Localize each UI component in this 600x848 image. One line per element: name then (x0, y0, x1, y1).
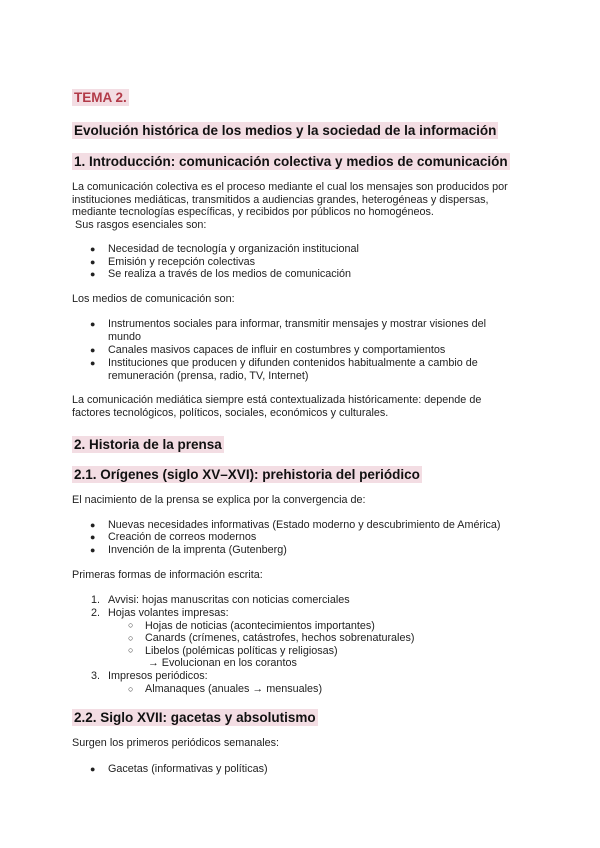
bullet-icon: ● (90, 764, 96, 774)
medios-item: Canales masivos capaces de influir en costumbres y comportamientos (108, 344, 446, 356)
bullet-icon: ● (90, 345, 96, 355)
circle-bullet-icon: ○ (128, 620, 134, 630)
rasgo-item: Necesidad de tecnología y organización institucional (108, 243, 359, 255)
document-title: Evolución histórica de los medios y la sociedad de la información (74, 123, 497, 138)
intro-line-3: mediante tecnologías específicas, y recibidos por públicos no homogéneos. (72, 206, 434, 218)
section-2-1-heading: 2.1. Orígenes (siglo XV–XVI): prehistoria del periódico (74, 467, 420, 482)
formas-intro: Primeras formas de información escrita: (72, 569, 263, 581)
bullet-icon: ● (90, 319, 96, 329)
section-2-heading: 2. Historia de la prensa (74, 437, 222, 452)
s22-intro: Surgen los primeros periódicos semanales: (72, 737, 280, 749)
formas-item-3: Impresos periódicos: (108, 670, 208, 682)
s21-item: Nuevas necesidades informativas (Estado moderno y descubrimiento de América) (108, 518, 501, 531)
intro-line-2: instituciones mediáticas, transmitidos a audiencias grandes, heterogéneas y dispersas, (72, 193, 489, 206)
formas-subitem: Hojas de noticias (acontecimientos importantes) (145, 619, 375, 632)
s21-item: Invención de la imprenta (Gutenberg) (108, 543, 287, 556)
bullet-icon: ● (90, 269, 96, 279)
section-1-heading: 1. Introducción: comunicación colectiva y medios de comunicación (74, 154, 508, 169)
formas-note: → Evolucionan en los corantos (148, 657, 297, 669)
rasgo-item: Se realiza a través de los medios de comunicación (108, 268, 352, 280)
bullet-icon: ● (90, 519, 96, 530)
bullet-icon: ● (90, 244, 96, 254)
medios-item: Instrumentos sociales para informar, transmitir mensajes y mostrar visiones del (108, 318, 487, 330)
s22-item: Gacetas (informativas y políticas) (108, 763, 268, 775)
intro-line-4: Sus rasgos esenciales son: (72, 218, 207, 231)
closing-line-1: La comunicación mediática siempre está contextualizada históricamente: depende de (72, 394, 482, 406)
formas-subitem: Canards (crímenes, catástrofes, hechos sobrenaturales) (145, 632, 415, 644)
circle-bullet-icon: ○ (128, 683, 134, 694)
list-number: 2. (91, 607, 101, 619)
s21-intro: El nacimiento de la prensa se explica por la convergencia de: (72, 494, 366, 506)
circle-bullet-icon: ○ (128, 645, 134, 655)
circle-bullet-icon: ○ (128, 632, 134, 643)
formas-subitem: Almanaques (anuales → mensuales) (145, 683, 323, 695)
formas-item-2: Hojas volantes impresas: (108, 607, 229, 619)
list-number: 1. (91, 594, 101, 606)
s21-item: Creación de correos modernos (108, 531, 257, 543)
medios-item-cont: remuneración (prensa, radio, TV, Internet) (108, 369, 309, 382)
bullet-icon: ● (90, 532, 96, 542)
medios-item-cont: mundo (108, 331, 142, 343)
list-number: 3. (91, 670, 101, 682)
tema-label: TEMA 2. (74, 90, 127, 105)
formas-item-1: Avvisi: hojas manuscritas con noticias comerciales (108, 594, 350, 606)
bullet-icon: ● (90, 256, 96, 267)
formas-subitem: Libelos (polémicas políticas y religiosas) (145, 644, 338, 657)
medios-item: Instituciones que producen y difunden contenidos habitualmente a cambio de (108, 356, 478, 369)
closing-line-2: factores tecnológicos, políticos, sociales, económicos y culturales. (72, 406, 389, 419)
medios-intro: Los medios de comunicación son: (72, 293, 235, 305)
bullet-icon: ● (90, 544, 96, 555)
section-2-2-heading: 2.2. Siglo XVII: gacetas y absolutismo (74, 710, 316, 725)
bullet-icon: ● (90, 357, 96, 368)
intro-line-1: La comunicación colectiva es el proceso mediante el cual los mensajes son producidos por (72, 181, 508, 193)
rasgo-item: Emisión y recepción colectivas (108, 255, 256, 268)
